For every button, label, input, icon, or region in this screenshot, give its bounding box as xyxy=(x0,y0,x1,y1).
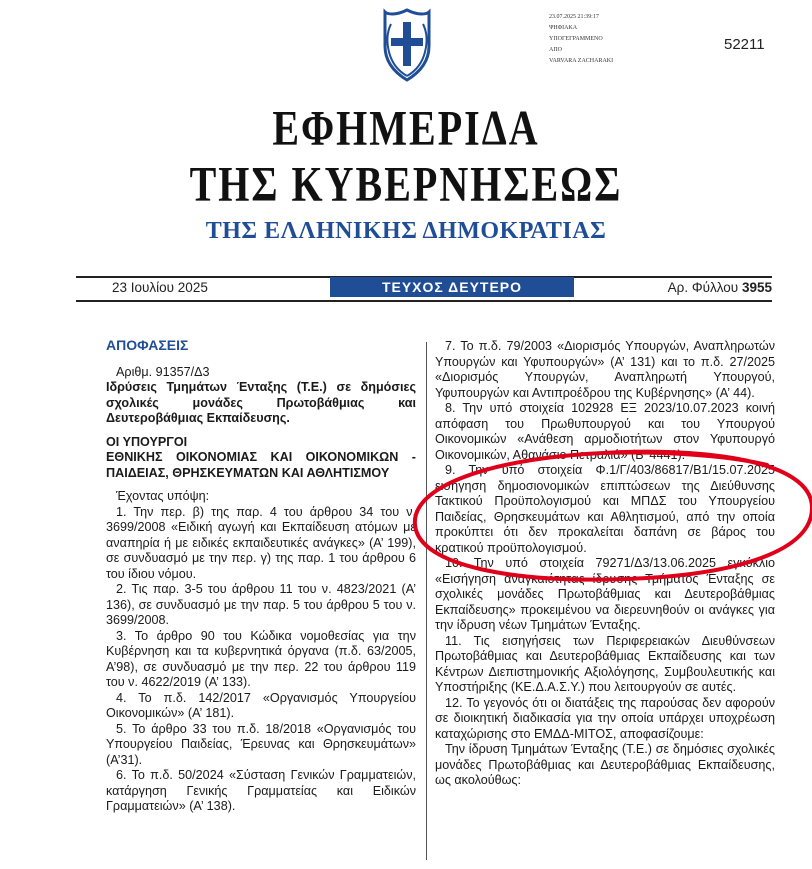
gazette-title-line2: ΤΗΣ ΚΥΒΕΡΝΗΣΕΩΣ xyxy=(189,155,623,212)
left-column xyxy=(106,338,416,815)
paragraph: 4. Το π.δ. 142/2017 «Οργανισμός Υπουργείου Οικονομικών» (Α’ 181). xyxy=(106,690,416,720)
meta-line: VARVARA ZACHARAKI xyxy=(549,58,614,64)
paragraph: 2. Τις παρ. 3-5 του άρθρου 11 του ν. 4823/2021 (Α’ 136), σε συνδυασμό με την παρ. 5 του άρθρου 5 του ν. 3699/2008. xyxy=(106,582,416,627)
signature-metadata xyxy=(549,12,613,67)
decision-title: Ιδρύσεις Τμημάτων Ένταξης (Τ.Ε.) σε δημόσιες σχολικές μονάδες Πρωτοβάθμιας και Δευτεροβάθμιας Εκπαίδευσης. xyxy=(106,380,416,425)
paragraph: 7. Το π.δ. 79/2003 «Διορισμός Υπουργών, Αναπληρωτών Υπουργών και Υφυπουργών» (Α’ 131) και το π.δ. 27/2025 «Διορισμός Υπουργών, Αναπληρωτή Υπουργού, Υφυπουργών και Αντιπροέδρου της Κυβέρνησης» (Α’ 44). xyxy=(435,339,775,400)
paragraph: Την ίδρυση Τμημάτων Ένταξης (Τ.Ε.) σε δημόσιες σχολικές μονάδες Πρωτοβάθμιας και Δευτεροβάθμιας Εκπαίδευσης, ως ακολούθως: xyxy=(435,742,775,787)
authority-heading: ΟΙ ΥΠΟΥΡΓΟΙ xyxy=(106,434,188,449)
paragraph: 1. Την περ. β) της παρ. 4 του άρθρου 34 του ν. 3699/2008 «Ειδική αγωγή και Εκπαίδευση ατόμων με αναπηρία ή με ειδικές εκπαιδευτικές ανάγκες» (Α’ 199), σε συνδυασμό με την περ. γ) της παρ. 1 του άρθρου 6 του ίδιου νόμου. xyxy=(106,504,416,581)
issue-series: ΤΕΥΧΟΣ ΔΕΥΤΕΡΟ xyxy=(330,277,574,297)
paragraph: 10. Την υπό στοιχεία 79271/Δ3/13.06.2025 εγκύκλιο «Εισήγηση αναγκαιότητας ίδρυσης Τμήματος Ένταξης σε σχολικές μονάδες Πρωτοβάθμιας και Δευτεροβάθμιας Εκπαίδευσης» προκειμένου να διερευνηθούν οι ανάγκες για την ίδρυση νέων Τμημάτων Ένταξης. xyxy=(435,556,775,632)
section-heading: ΑΠΟΦΑΣΕΙΣ xyxy=(106,337,189,353)
page-number: 52211 xyxy=(724,36,765,53)
gazette-title-line1: ΕΦΗΜΕΡΙΔΑ xyxy=(272,99,540,156)
issue-date: 23 Ιουλίου 2025 xyxy=(112,280,208,295)
paragraph: 11. Τις εισηγήσεις των Περιφερειακών Διευθύνσεων Πρωτοβάθμιας και Δευτεροβάθμιας Εκπαίδευσης και των Κέντρων Διεπιστημονικής Αξιολόγησης, Συμβουλευτικής και Υποστήριξης (ΚΕ.Δ.Α.Σ.Υ.) που λειτουργούν σε αυτές. xyxy=(435,633,775,694)
paragraph: Έχοντας υπόψη: xyxy=(116,489,210,503)
column-divider xyxy=(426,342,427,860)
issue-bar-bottom-rule xyxy=(76,300,772,302)
meta-line: 23.07.2025 21:39:17 xyxy=(549,14,599,20)
authority-ministries: ΕΘΝΙΚΗΣ ΟΙΚΟΝΟΜΙΑΣ ΚΑΙ ΟΙΚΟΝΟΜΙΚΩΝ - ΠΑΙΔΕΙΑΣ, ΘΡΗΣΚΕΥΜΑΤΩΝ ΚΑΙ ΑΘΛΗΤΙΣΜΟΥ xyxy=(106,450,416,480)
meta-line: ΑΠΟ xyxy=(549,47,562,53)
sheet-label: Αρ. Φύλλου xyxy=(667,280,739,295)
sheet-value: 3955 xyxy=(741,280,772,295)
greek-coat-of-arms-icon xyxy=(377,6,437,84)
decision-number: Αριθμ. 91357/Δ3 xyxy=(116,364,210,379)
paragraph: 6. Το π.δ. 50/2024 «Σύσταση Γενικών Γραμματειών, κατάργηση Γενικής Γραμματείας και Ειδικών Γραμματειών» (Α’ 138). xyxy=(106,768,416,813)
gazette-subtitle: ΤΗΣ ΕΛΛΗΝΙΚΗΣ ΔΗΜΟΚΡΑΤΙΑΣ xyxy=(205,218,607,244)
paragraph: 3. Το άρθρο 90 του Κώδικα νομοθεσίας για την Κυβέρνηση και τα κυβερνητικά όργανα (π.δ. 63/2005, Α’98), σε συνδυασμό με την περ. 22 του άρθρου 119 του ν. 4622/2019 (Α’ 133). xyxy=(106,628,416,689)
issue-bar xyxy=(76,276,772,302)
meta-line: ΥΠΟΓΕΓΡΑΜΜΕΝΟ xyxy=(549,36,603,42)
paragraph: 8. Την υπό στοιχεία 102928 ΕΞ 2023/10.07.2023 κοινή απόφαση του Πρωθυπουργού και του Υπουργού Οικονομικών «Ανάθεση αρμοδιοτήτων στον Υφυπουργό Οικονομικών, Αθανάσιο Πετραλιά» (Β’ 4441). xyxy=(435,401,775,462)
sheet-number xyxy=(668,280,772,295)
meta-line: ΨΗΦΙΑΚΑ xyxy=(549,25,578,31)
paragraph: 12. Το γεγονός ότι οι διατάξεις της παρούσας δεν αφορούν σε διοικητική διαδικασία για την οποία υπάρχει υποχρέωση καταχώρισης στο ΕΜΔΔ-ΜΙΤΟΣ, αποφασίζουμε: xyxy=(435,695,775,741)
paragraph: 5. Το άρθρο 33 του π.δ. 18/2018 «Οργανισμός του Υπουργείου Παιδείας, Έρευνας και Θρησκευμάτων» (Α’31). xyxy=(106,721,416,767)
right-column xyxy=(435,339,775,789)
paragraph-highlighted: 9. Την υπό στοιχεία Φ.1/Γ/403/86817/Β1/15.07.2025 εισήγηση δημοσιονομικών επιπτώσεων της Διεύθυνσης Τακτικού Προϋπολογισμού και ΜΠΔΣ του Υπουργείου Παιδείας, Θρησκευμάτων και Αθλητισμού, από την οποία προκύπτει ότι δεν προκαλείται δαπάνη σε βάρος του κρατικού προϋπολογισμού. xyxy=(435,463,775,555)
